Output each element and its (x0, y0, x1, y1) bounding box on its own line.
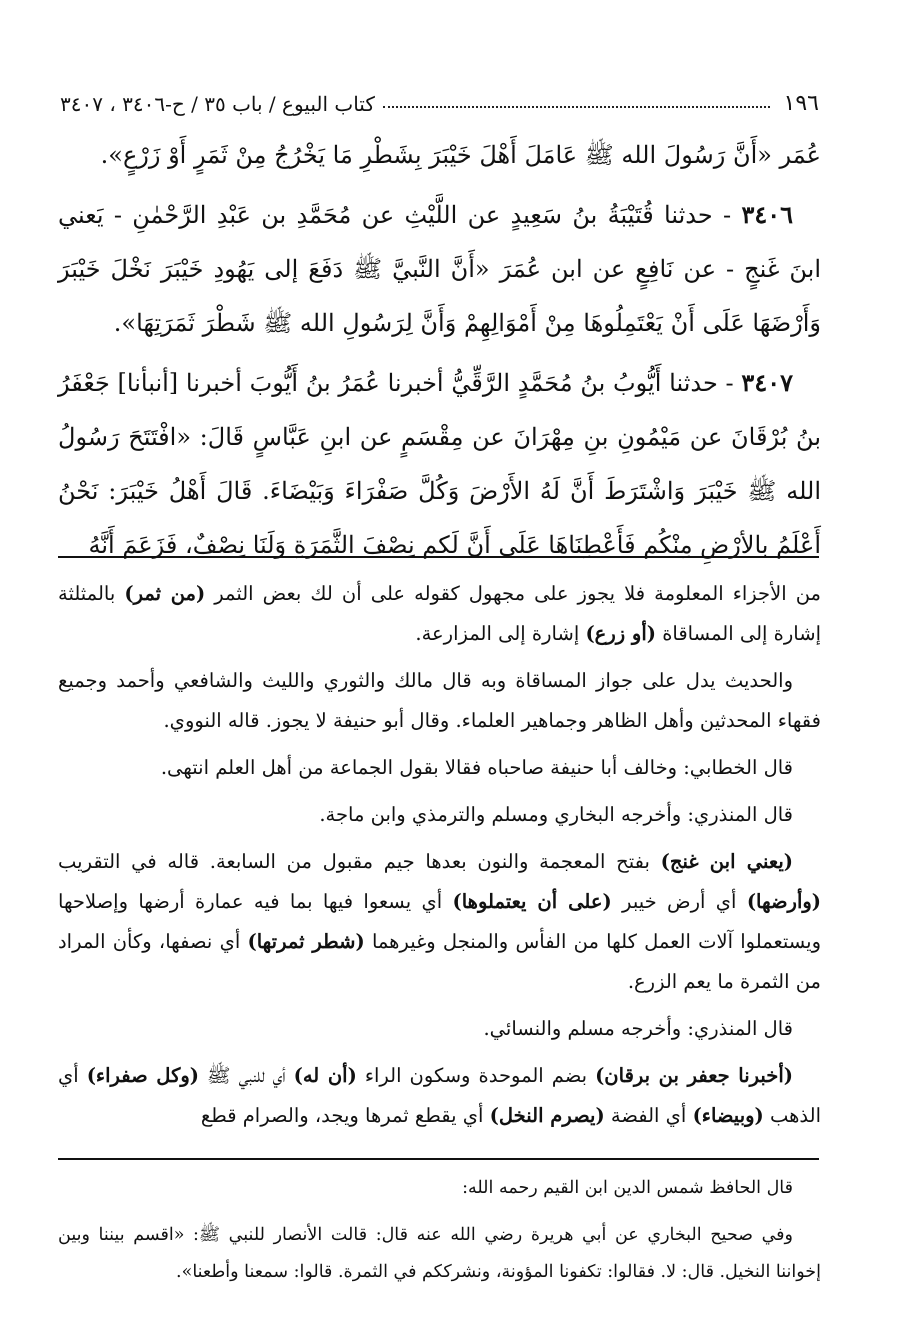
running-title: كتاب البيوع / باب ٣٥ / ح-٣٤٠٦ ، ٣٤٠٧ (60, 92, 375, 116)
text-run: أي نصفها، وكأن المراد من الثمرة ما يعم الزرع. (58, 930, 821, 993)
quoted-term: (من ثمر) (124, 582, 206, 605)
quoted-term: (شطر ثمرتها) (247, 930, 365, 953)
commentary-paragraph (58, 1056, 821, 1136)
text-run: بفتح المعجمة والنون بعدها جيم مقبول من السابعة. قاله في التقريب (58, 850, 661, 873)
footnote (58, 1170, 821, 1301)
quoted-term: (أو زرع) (585, 622, 656, 645)
text-run: أي أرض خيبر (611, 890, 747, 913)
hadith-3406 (58, 188, 821, 350)
text-run: أي الفضة (604, 1104, 693, 1127)
footnote-divider (58, 1158, 819, 1160)
text-run: أي للنبي ﷺ (199, 1064, 294, 1087)
text-run: بضم الموحدة وسكون الراء (356, 1064, 596, 1087)
footnote-paragraph: وفي صحيح البخاري عن أبي هريرة رضي الله عنه قال: قالت الأنصار للنبي ﷺ: «اقسم بيننا وبين إخواننا النخيل. قال: لا. فقالوا: تكفونا المؤونة، ونشرككم في الثمرة. قالوا: سمعنا وأطعنا». (58, 1225, 821, 1282)
commentary-paragraph: قال المنذري: وأخرجه البخاري ومسلم والترمذي وابن ماجة. (319, 803, 793, 826)
commentary (58, 574, 821, 1143)
text-run: بالمثلثة إشارة إلى المساقاة (58, 582, 821, 645)
page-header (60, 76, 819, 116)
quoted-term: (وأرضها) (746, 890, 822, 913)
text-run: أي يقطع ثمرها ويجد، والصرام قطع (200, 1104, 490, 1127)
commentary-paragraph: والحديث يدل على جواز المساقاة وبه قال مالك والثوري والليث والشافعي وأحمد وجميع فقهاء المحدثين وأهل الظاهر وجماهير العلماء. وقال أبو حنيفة لا يجوز. قاله النووي. (58, 669, 821, 732)
hadith-3407 (58, 356, 821, 572)
quoted-term: (يصرم النخل) (489, 1104, 605, 1127)
text-run: إشارة إلى المزارعة. (415, 622, 586, 645)
quoted-term: (على أن يعتملوها) (452, 890, 612, 913)
hadith-body: - حدثنا قُتَيْبَةُ بنُ سَعِيدٍ عن اللَّيْثِ عن مُحَمَّدِ بن عَبْدِ الرَّحْمٰنِ - يَعني ابنَ غَنجٍ - عن نَافِعٍ عن ابن عُمَرَ «أَنَّ النَّبيَّ ﷺ دَفَعَ إلى يَهُودِ خَيْبَرَ نَخْلَ خَيْبَرَ وَأَرْضَهَا عَلَى أَنْ يَعْتَمِلُوهَا مِنْ أَمْوَالِهِمْ وَأَنَّ لِرَسُولِ الله ﷺ شَطْرَ ثَمَرَتِهَا». (58, 201, 821, 337)
quoted-term: (وكل صفراء) (86, 1064, 200, 1087)
hadith-body: - حدثنا أَيُّوبُ بنُ مُحَمَّدٍ الرَّقِّيُّ أخبرنا عُمَرُ بنُ أَيُّوبَ أخبرنا [أنبأنا] جَعْفَرُ بنُ بُرْقَانَ عن مَيْمُونِ بنِ مِهْرَانَ عن مِقْسَمٍ عن ابنِ عَبَّاسٍ قَالَ: «افْتَتَحَ رَسُولُ الله ﷺ خَيْبَرَ وَاشْتَرَطَ أَنَّ لَهُ الأَرْضَ وَكُلَّ صَفْرَاءَ وَبَيْضَاءَ. قَالَ أَهْلُ خَيْبَرَ: نَحْنُ أَعْلَمُ بالأرْضِ مِنْكُم فَأَعْطِنَاهَا عَلَى أَنَّ لَكم نِصْفَ الثَّمَرَةِ وَلَنَا نِصْفٌ، فَزَعَمَ أَنَّهُ (58, 369, 822, 559)
quoted-term: (يعني ابن غنج) (660, 850, 793, 873)
quoted-term: (وبيضاء) (692, 1104, 764, 1127)
commentary-paragraph: قال المنذري: وأخرجه مسلم والنسائي. (483, 1017, 793, 1040)
commentary-paragraph: قال الخطابي: وخالف أبا حنيفة صاحباه فقالا بقول الجماعة من أهل العلم انتهى. (160, 756, 793, 779)
hadith-continuation: عُمَر «أَنَّ رَسُولَ الله ﷺ عَامَلَ أَهْلَ خَيْبَرَ بِشَطْرِ مَا يَخْرُجُ مِنْ ثَمَرٍ أَوْ زَرْعٍ». (100, 141, 821, 169)
quoted-term: (أخبرنا جعفر بن برقان) (595, 1064, 793, 1087)
page-number: ١٩٦ (783, 91, 819, 116)
text-run: أي الذهب (58, 1064, 821, 1127)
main-commentary-divider (58, 556, 819, 558)
hadith-number: ٣٤٠٧ (741, 368, 793, 397)
text-run: أي يسعوا فيها بما فيه عمارة أرضها وإصلاحها ويستعملوا آلات العمل كلها من الفأس والمنجل وغيرهما (58, 890, 822, 953)
footnote-paragraph: قال الحافظ شمس الدين ابن القيم رحمه الله: (462, 1178, 793, 1198)
main-hadith-text (58, 128, 821, 572)
commentary-paragraph (58, 842, 821, 1002)
text-run: من الأجزاء المعلومة فلا يجوز على مجهول كقوله على أن لك بعض الثمر (205, 582, 822, 605)
hadith-number: ٣٤٠٦ (741, 200, 793, 229)
header-dotted-leader (383, 106, 770, 108)
commentary-paragraph (58, 574, 821, 654)
quoted-term: (أن له) (293, 1064, 357, 1087)
